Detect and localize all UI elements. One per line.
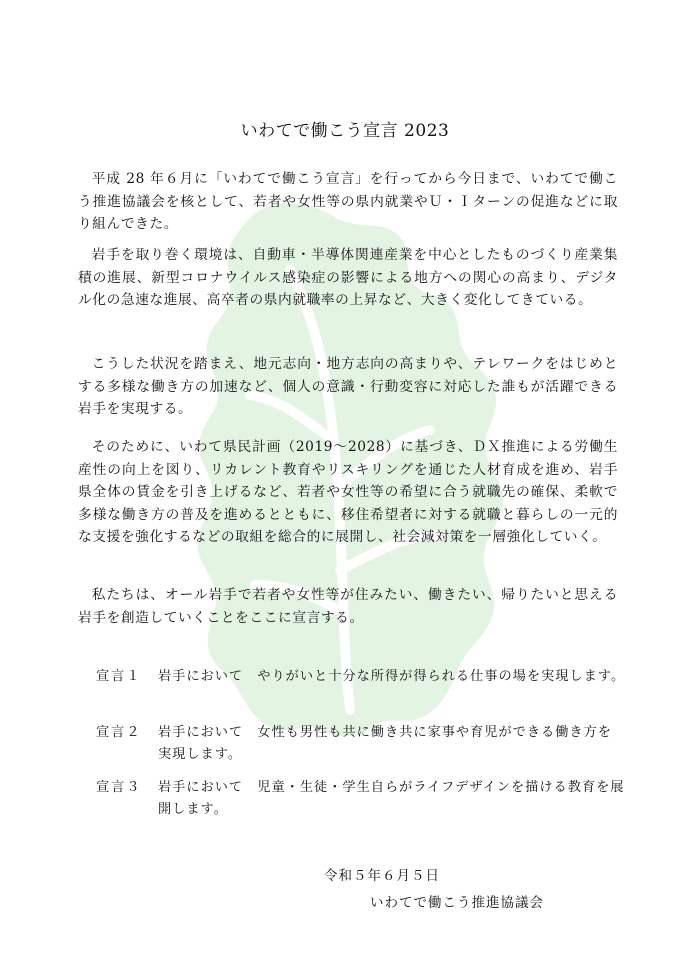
declaration-1 — [96, 666, 626, 688]
paragraph-3: こうした状況を踏まえ、地元志向・地方志向の高まりや、テレワークをはじめとする多様な働き方の加速など、個人の意識・行動変容に対応した誰もが活躍できる岩手を実現する。 — [78, 356, 618, 418]
paragraph-1: 平成 28 年６月に「いわてで働こう宣言」を行ってから今日まで、いわてで働こう推進協議会を核として、若者や女性等の県内就業やＵ・Ｉターンの促進などに取り組んできた。 — [78, 171, 618, 233]
declaration-text: 岩手において 児童・生徒・学生自らがライフデザインを描ける教育を展開します。 — [158, 780, 625, 817]
page-title: いわてで働こう宣言 2023 — [240, 121, 450, 141]
declaration-date: 令和５年６月５日 — [324, 868, 440, 884]
declaration-text: 岩手において 女性も男性も共に働き共に家事や育児ができる働き方を実現します。 — [158, 725, 612, 762]
paragraph-5: 私たちは、オール岩手で若者や女性等が住みたい、働きたい、帰りたいと思える岩手を創造していくことをここに宣言する。 — [78, 587, 618, 626]
declaration-label: 宣言３ — [96, 780, 142, 795]
declaration-label: 宣言１ — [96, 669, 142, 684]
declaration-label: 宣言２ — [96, 725, 142, 740]
declaration-2 — [96, 722, 626, 766]
declaration-text: 岩手において やりがいと十分な所得が得られる仕事の場を実現します。 — [158, 669, 626, 684]
declaration-3 — [96, 777, 626, 821]
organization-name: いわてで働こう推進協議会 — [370, 895, 544, 911]
paragraph-2: 岩手を取り巻く環境は、自動車・半導体関連産業を中心としたものづくり産業集積の進展、新型コロナウイルス感染症の影響による地方への関心の高まり、デジタル化の急速な進展、高卒者の県内就職率の上昇など、大きく変化してきている。 — [78, 247, 618, 309]
paragraph-4: そのために、いわて県民計画（2019～2028）に基づき、ＤＸ推進による労働生産性の向上を図り、リカレント教育やリスキリングを通じた人材育成を進め、岩手県全体の賃金を引き上げるなど、若者や女性等の希望に合う就職先の確保、柔軟で多様な働き方の普及を進めるとともに、移住希望者に対する就職と暮らしの一元的な支援を強化するなどの取組を総合的に展開し、社会減対策を一層強化していく。 — [78, 439, 618, 546]
